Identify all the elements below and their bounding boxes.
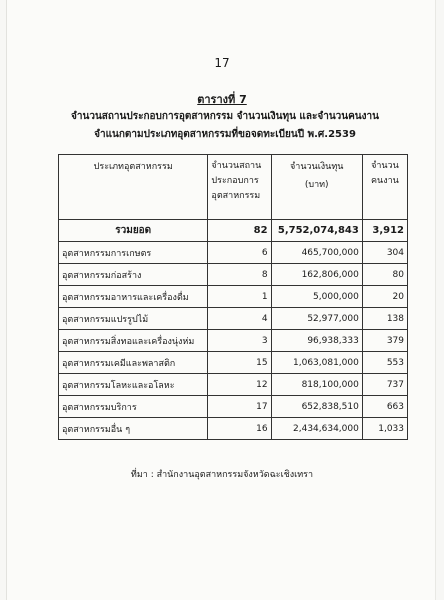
row-industry-name: อุตสาหกรรมการเกษตร xyxy=(59,242,208,264)
row-count: 15 xyxy=(208,352,271,374)
row-capital: 162,806,000 xyxy=(271,264,362,286)
table-row xyxy=(59,330,408,352)
table-row xyxy=(59,352,408,374)
row-count: 1 xyxy=(208,286,271,308)
row-industry-name: อุตสาหกรรมอื่น ๆ xyxy=(59,418,208,440)
row-industry-name: อุตสาหกรรมก่อสร้าง xyxy=(59,264,208,286)
row-industry-name: อุตสาหกรรมเคมีและพลาสติก xyxy=(59,352,208,374)
row-capital: 818,100,000 xyxy=(271,374,362,396)
table-title-line-2: จำแนกตามประเภทอุตสาหกรรมที่ขอจดทะเบียนปี พ.ศ.2539 xyxy=(94,129,356,140)
row-capital: 2,434,634,000 xyxy=(271,418,362,440)
row-industry-name: อุตสาหกรรมบริการ xyxy=(59,396,208,418)
page-number: 17 xyxy=(214,56,230,70)
header-establishment-count xyxy=(208,155,271,220)
row-count: 3 xyxy=(208,330,271,352)
total-label: รวมยอด xyxy=(59,220,208,242)
header-count-line-3: อุตสาหกรรม xyxy=(211,191,261,201)
total-capital: 5,752,074,843 xyxy=(271,220,362,242)
row-workers: 304 xyxy=(362,242,407,264)
header-workers-line-2: คนงาน xyxy=(371,176,399,186)
row-capital: 465,700,000 xyxy=(271,242,362,264)
table-row xyxy=(59,308,408,330)
row-count: 6 xyxy=(208,242,271,264)
row-count: 4 xyxy=(208,308,271,330)
table-row xyxy=(59,264,408,286)
table-row xyxy=(59,418,408,440)
row-capital: 96,938,333 xyxy=(271,330,362,352)
row-workers: 663 xyxy=(362,396,407,418)
row-count: 12 xyxy=(208,374,271,396)
row-capital: 5,000,000 xyxy=(271,286,362,308)
row-capital: 52,977,000 xyxy=(271,308,362,330)
total-count: 82 xyxy=(208,220,271,242)
table-title xyxy=(40,108,410,144)
header-capital-line-1: จำนวนเงินทุน xyxy=(290,162,344,172)
row-industry-name: อุตสาหกรรมแปรรูปไม้ xyxy=(59,308,208,330)
table-row xyxy=(59,286,408,308)
header-workers xyxy=(362,155,407,220)
row-capital: 652,838,510 xyxy=(271,396,362,418)
header-industry-type: ประเภทอุตสาหกรรม xyxy=(59,155,208,220)
row-industry-name: อุตสาหกรรมสิ่งทอและเครื่องนุ่งห่ม xyxy=(59,330,208,352)
total-workers: 3,912 xyxy=(362,220,407,242)
table-source-note: ที่มา : สำนักงานอุตสาหกรรมจังหวัดฉะเชิงเทรา xyxy=(130,470,314,480)
row-workers: 379 xyxy=(362,330,407,352)
row-industry-name: อุตสาหกรรมโลหะและอโลหะ xyxy=(59,374,208,396)
table-caption: ตารางที่ 7 xyxy=(197,93,247,106)
table-row xyxy=(59,374,408,396)
row-workers: 553 xyxy=(362,352,407,374)
row-workers: 138 xyxy=(362,308,407,330)
table-header-row xyxy=(59,155,408,220)
total-row xyxy=(59,220,408,242)
row-count: 17 xyxy=(208,396,271,418)
row-count: 16 xyxy=(208,418,271,440)
row-workers: 1,033 xyxy=(362,418,407,440)
row-workers: 737 xyxy=(362,374,407,396)
row-workers: 80 xyxy=(362,264,407,286)
row-count: 8 xyxy=(208,264,271,286)
row-workers: 20 xyxy=(362,286,407,308)
header-capital xyxy=(271,155,362,220)
header-capital-line-2: (บาท) xyxy=(304,180,329,190)
table-title-line-1: จำนวนสถานประกอบการอุตสาหกรรม จำนวนเงินทุน และจำนวนคนงาน xyxy=(71,111,379,122)
table-row xyxy=(59,396,408,418)
row-capital: 1,063,081,000 xyxy=(271,352,362,374)
table-row xyxy=(59,242,408,264)
header-count-line-2: ประกอบการ xyxy=(211,176,259,186)
row-industry-name: อุตสาหกรรมอาหารและเครื่องดื่ม xyxy=(59,286,208,308)
header-count-line-1: จำนวนสถาน xyxy=(211,161,262,171)
industry-table xyxy=(58,154,408,440)
header-workers-line-1: จำนวน xyxy=(371,161,399,171)
